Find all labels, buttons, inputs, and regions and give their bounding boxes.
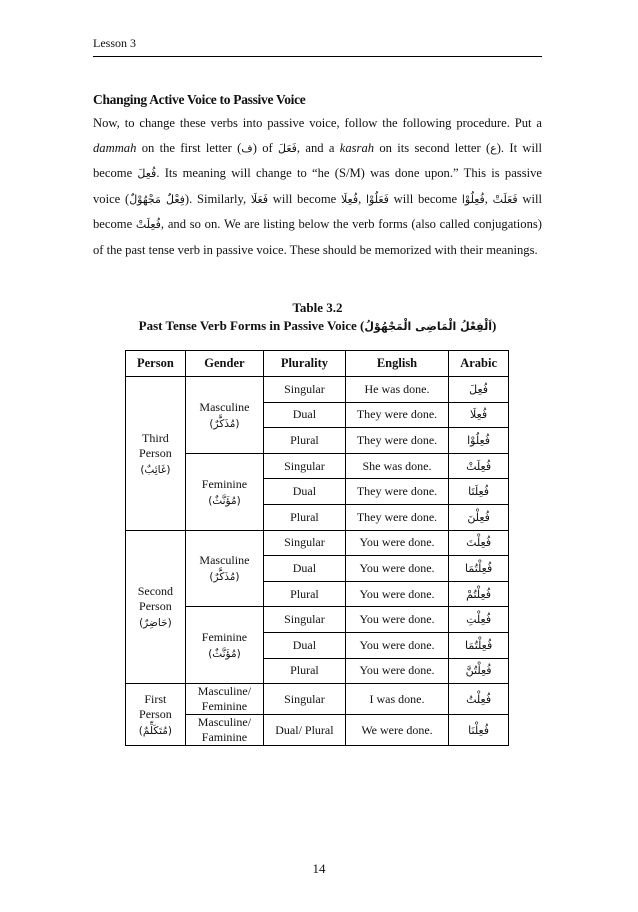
header-person: Person (126, 351, 186, 377)
english-cell: We were done. (345, 715, 448, 746)
person-label: First Person (139, 692, 172, 722)
table-caption-close: ) (491, 318, 497, 333)
gender-arabic-label: (مُؤَنَّثٌ) (208, 494, 241, 507)
table-header-row (126, 351, 509, 377)
table-caption-english: Past Tense Verb Forms in Passive Voice ( (138, 318, 365, 333)
body-paragraph (93, 111, 542, 263)
arabic-term: فُعِلَ (137, 167, 157, 181)
plurality-cell: Dual (264, 479, 346, 505)
gender-label: Feminine (201, 476, 248, 491)
gender-cell (185, 607, 263, 684)
section-title: Changing Active Voice to Passive Voice (93, 92, 306, 107)
text-run: , and so on. We are listing below the verb forms (also called conjugations) of the past tense verb in passive voice. These should be memorized with their meanings. (93, 217, 542, 257)
arabic-cell: فُعِلْتِ (449, 607, 509, 633)
plurality-cell: Singular (264, 684, 346, 715)
header-english: English (345, 351, 448, 377)
text-run: ). It will become (93, 140, 542, 181)
arabic-cell: فُعِلْتُمَا (449, 556, 509, 582)
gender-cell (185, 715, 263, 746)
text-run: will become (268, 191, 341, 206)
gender-label: Masculine (199, 553, 250, 568)
plurality-cell: Dual (264, 556, 346, 582)
english-cell: He was done. (345, 377, 448, 403)
text-run: , (484, 191, 493, 206)
english-cell: You were done. (345, 632, 448, 658)
english-cell: She was done. (345, 453, 448, 479)
header-plurality: Plurality (264, 351, 346, 377)
gender-label: Masculine/ Faminine (197, 715, 252, 745)
arabic-term: فِعْلٌ مَجْهُوْلٌ (129, 192, 185, 206)
arabic-cell: فُعِلَ (449, 377, 509, 403)
table-title: Table 3.2 (292, 300, 343, 315)
arabic-cell: فُعِلْتُمَا (449, 632, 509, 658)
text-run: , (358, 191, 366, 206)
gender-cell (185, 453, 263, 530)
table-row (126, 377, 509, 403)
text-run: will become (93, 191, 542, 232)
arabic-cell: فُعِلَتَا (449, 479, 509, 505)
english-cell: They were done. (345, 402, 448, 428)
text-run: . Its meaning will change to “he (S/M) was done upon.” This is passive voice ( (93, 166, 542, 206)
arabic-cell: فُعِلْتُنَّ (449, 658, 509, 684)
running-header: Lesson 3 (93, 36, 136, 50)
person-label: Third Person (139, 430, 172, 460)
plurality-cell: Dual (264, 402, 346, 428)
table-caption (93, 318, 542, 334)
arabic-term: فُعِلَا (340, 192, 359, 206)
gender-label: Feminine (201, 630, 248, 645)
arabic-term: فَعَلُوْا (365, 192, 389, 206)
gender-cell (185, 377, 263, 454)
plurality-cell: Plural (264, 581, 346, 607)
english-cell: You were done. (345, 556, 448, 582)
plurality-cell: Singular (264, 607, 346, 633)
arabic-cell: فُعِلَتْ (449, 453, 509, 479)
english-cell: You were done. (345, 530, 448, 556)
arabic-cell: فُعِلْنَ (449, 504, 509, 530)
gender-label: Masculine (199, 399, 250, 414)
plurality-cell: Plural (264, 428, 346, 454)
arabic-cell: فُعِلْتُ (449, 684, 509, 715)
english-cell: They were done. (345, 479, 448, 505)
text-run: on its second letter ( (374, 140, 491, 155)
gender-cell (185, 684, 263, 715)
gender-cell (185, 530, 263, 607)
plurality-cell: Plural (264, 658, 346, 684)
person-arabic-label: (غَائِبٌ) (140, 463, 171, 476)
arabic-term: فَعَلَتْ (492, 192, 518, 206)
person-arabic-label: (مُتَكَلِّمٌ) (138, 725, 172, 738)
english-cell: I was done. (345, 684, 448, 715)
arabic-term: فُعِلَتْ (135, 218, 161, 232)
english-cell: You were done. (345, 607, 448, 633)
arabic-cell: فُعِلَا (449, 402, 509, 428)
person-arabic-label: (حَاضِرٌ) (139, 617, 172, 630)
plurality-cell: Singular (264, 530, 346, 556)
text-run: ) of (252, 140, 278, 155)
text-run: , and a (296, 140, 340, 155)
english-cell: You were done. (345, 658, 448, 684)
arabic-cell: فُعِلْتَ (449, 530, 509, 556)
text-run: ). Similarly, (184, 191, 251, 206)
plurality-cell: Singular (264, 453, 346, 479)
arabic-cell: فُعِلْتُمْ (449, 581, 509, 607)
person-cell (126, 684, 186, 746)
page-number: 14 (312, 861, 326, 876)
arabic-term: فَعَلَ (278, 141, 297, 155)
text-run: Now, to change these verbs into passive voice, follow the following procedure. Put a (93, 116, 542, 130)
passive-voice-table (125, 350, 509, 746)
italic-term: dammah (93, 140, 137, 155)
text-run: on the first letter ( (136, 140, 242, 155)
arabic-term: ع (490, 141, 497, 155)
plurality-cell: Singular (264, 377, 346, 403)
table-body (126, 377, 509, 746)
gender-arabic-label: (مُذَكَّرٌ) (209, 571, 240, 584)
arabic-cell: فُعِلُوْا (449, 428, 509, 454)
header-gender: Gender (185, 351, 263, 377)
english-cell: They were done. (345, 428, 448, 454)
english-cell: You were done. (345, 581, 448, 607)
person-cell (126, 377, 186, 531)
arabic-term: ف (241, 141, 253, 155)
table-caption-arabic: اَلْفِعْلُ الْمَاضِى الْمَجْهُوْلُ (364, 320, 492, 333)
person-label: Second Person (137, 584, 174, 614)
gender-arabic-label: (مُؤَنَّثٌ) (208, 648, 241, 661)
gender-label: Masculine/ Feminine (197, 684, 252, 714)
english-cell: They were done. (345, 504, 448, 530)
gender-arabic-label: (مُذَكَّرٌ) (209, 417, 240, 430)
arabic-cell: فُعِلْنَا (449, 715, 509, 746)
person-cell (126, 530, 186, 684)
plurality-cell: Dual (264, 632, 346, 658)
italic-term: kasrah (339, 140, 375, 155)
table-row (126, 530, 509, 556)
header-rule (93, 56, 542, 57)
text-run: will become (388, 191, 462, 206)
table-row (126, 684, 509, 715)
header-arabic: Arabic (449, 351, 509, 377)
plurality-cell: Dual/ Plural (264, 715, 346, 746)
arabic-term: فُعِلُوْا (461, 192, 485, 206)
plurality-cell: Plural (264, 504, 346, 530)
arabic-term: فَعَلَا (250, 192, 269, 206)
